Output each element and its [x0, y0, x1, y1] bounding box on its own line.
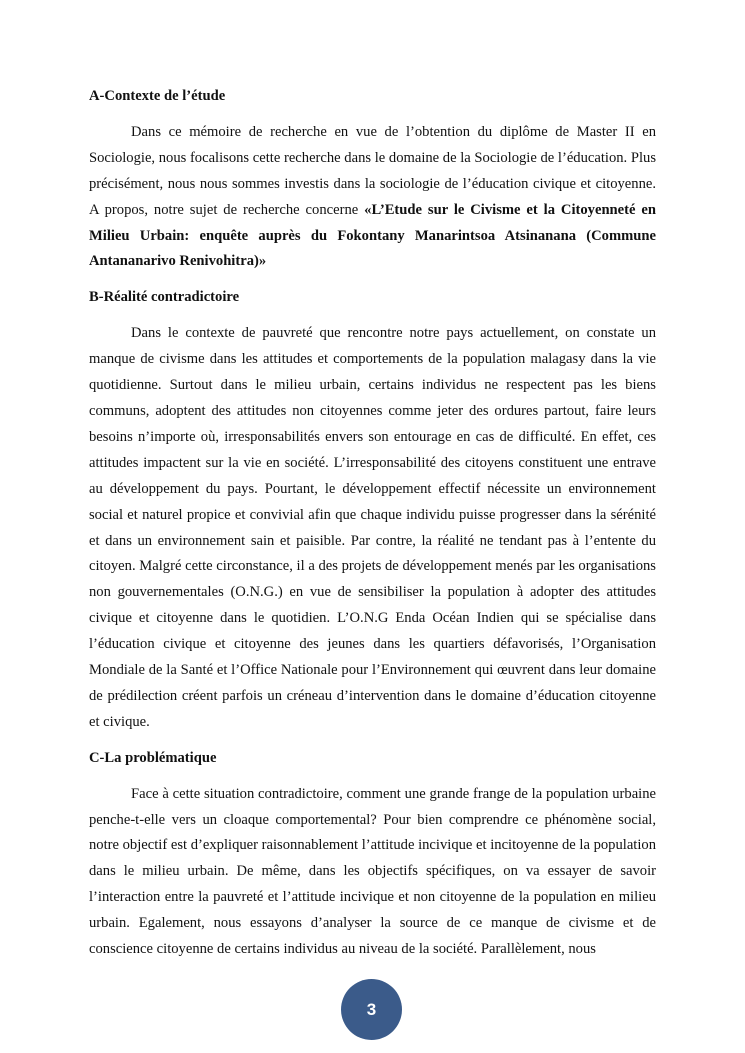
paragraph-contexte	[89, 120, 656, 275]
paragraph-contexte-text: Dans ce mémoire de recherche en vue de l’obtention du diplôme de Master II en Sociologie, nous focalisons cette recherche dans le domaine de la Sociologie de l’éducation. Plus précisément, nous nous sommes investis dans la sociologie de l’éducation civique et citoyenne. A propos, notre sujet de recherche concerne	[89, 123, 656, 218]
section-heading-problematique: C-La problématique	[89, 749, 217, 766]
section-heading-contexte: A-Contexte de l’étude	[89, 88, 226, 104]
paragraph-realite: Dans le contexte de pauvreté que rencontre notre pays actuellement, on constate un manque de civisme dans les attitudes et comportements de la population malagasy dans la vie quotidienne. Surtout dans le milieu urbain, certains individus ne respectent pas les biens communs, adoptent des attitudes non citoyennes comme jeter des ordures partout, faire leurs besoins n’importe où, irresponsabilités envers son entourage en cas de difficulté. En effet, ces attitudes impactent sur la vie en société. L’irresponsabilité des citoyens constituent une entrave au développement du pays. Pourtant, le développement effectif nécessite un environnement social et naturel propice et convivial afin que chaque individu puisse progresser dans la sérénité et dans un environnement sain et paisible. Par contre, la réalité ne tendant pas à l’entente du citoyen. Malgré cette circonstance, il a des projets de développement menés par les organisations non gouvernementales (O.N.G.) en vue de sensibiliser la population à adopter des attitudes civique et citoyenne dans le quotidien. L’O.N.G Enda Océan Indien qui se spécialise dans l’éducation civique et citoyenne des jeunes dans les quartiers défavorisés, l’Organisation Mondiale de la Santé et l’Office Nationale pour l’Environnement qui œuvrent dans leur domaine de prédilection créent parfois un créneau d’intervention dans le domaine d’éducation citoyenne et civique.	[89, 325, 656, 730]
page-number-badge: 3	[341, 979, 402, 1040]
research-subject-title: «L’Etude sur le Civisme et la Citoyenneté en Milieu Urbain: enquête auprès du Fokontany Manarintsoa Atsinanana (Commune Antananarivo Renivohitra)»	[89, 201, 656, 270]
document-body	[89, 84, 656, 973]
paragraph-problematique: Face à cette situation contradictoire, comment une grande frange de la population urbaine penche-t-elle vers un cloaque comportemental? Pour bien comprendre ce phénomène social, notre objectif est d’expliquer raisonnablement l’attitude incivique et incitoyenne de la population dans le milieu urbain. De même, dans les objectifs spécifiques, on va essayer de savoir l’interaction entre la pauvreté et l’attitude incivique et non citoyenne de la population en milieu urbain. Egalement, nous essayons d’analyser la source de ce manque de civisme et de conscience citoyenne de certains individus au niveau de la société. Parallèlement, nous	[89, 785, 656, 958]
section-heading-realite: B-Réalité contradictoire	[89, 289, 240, 306]
